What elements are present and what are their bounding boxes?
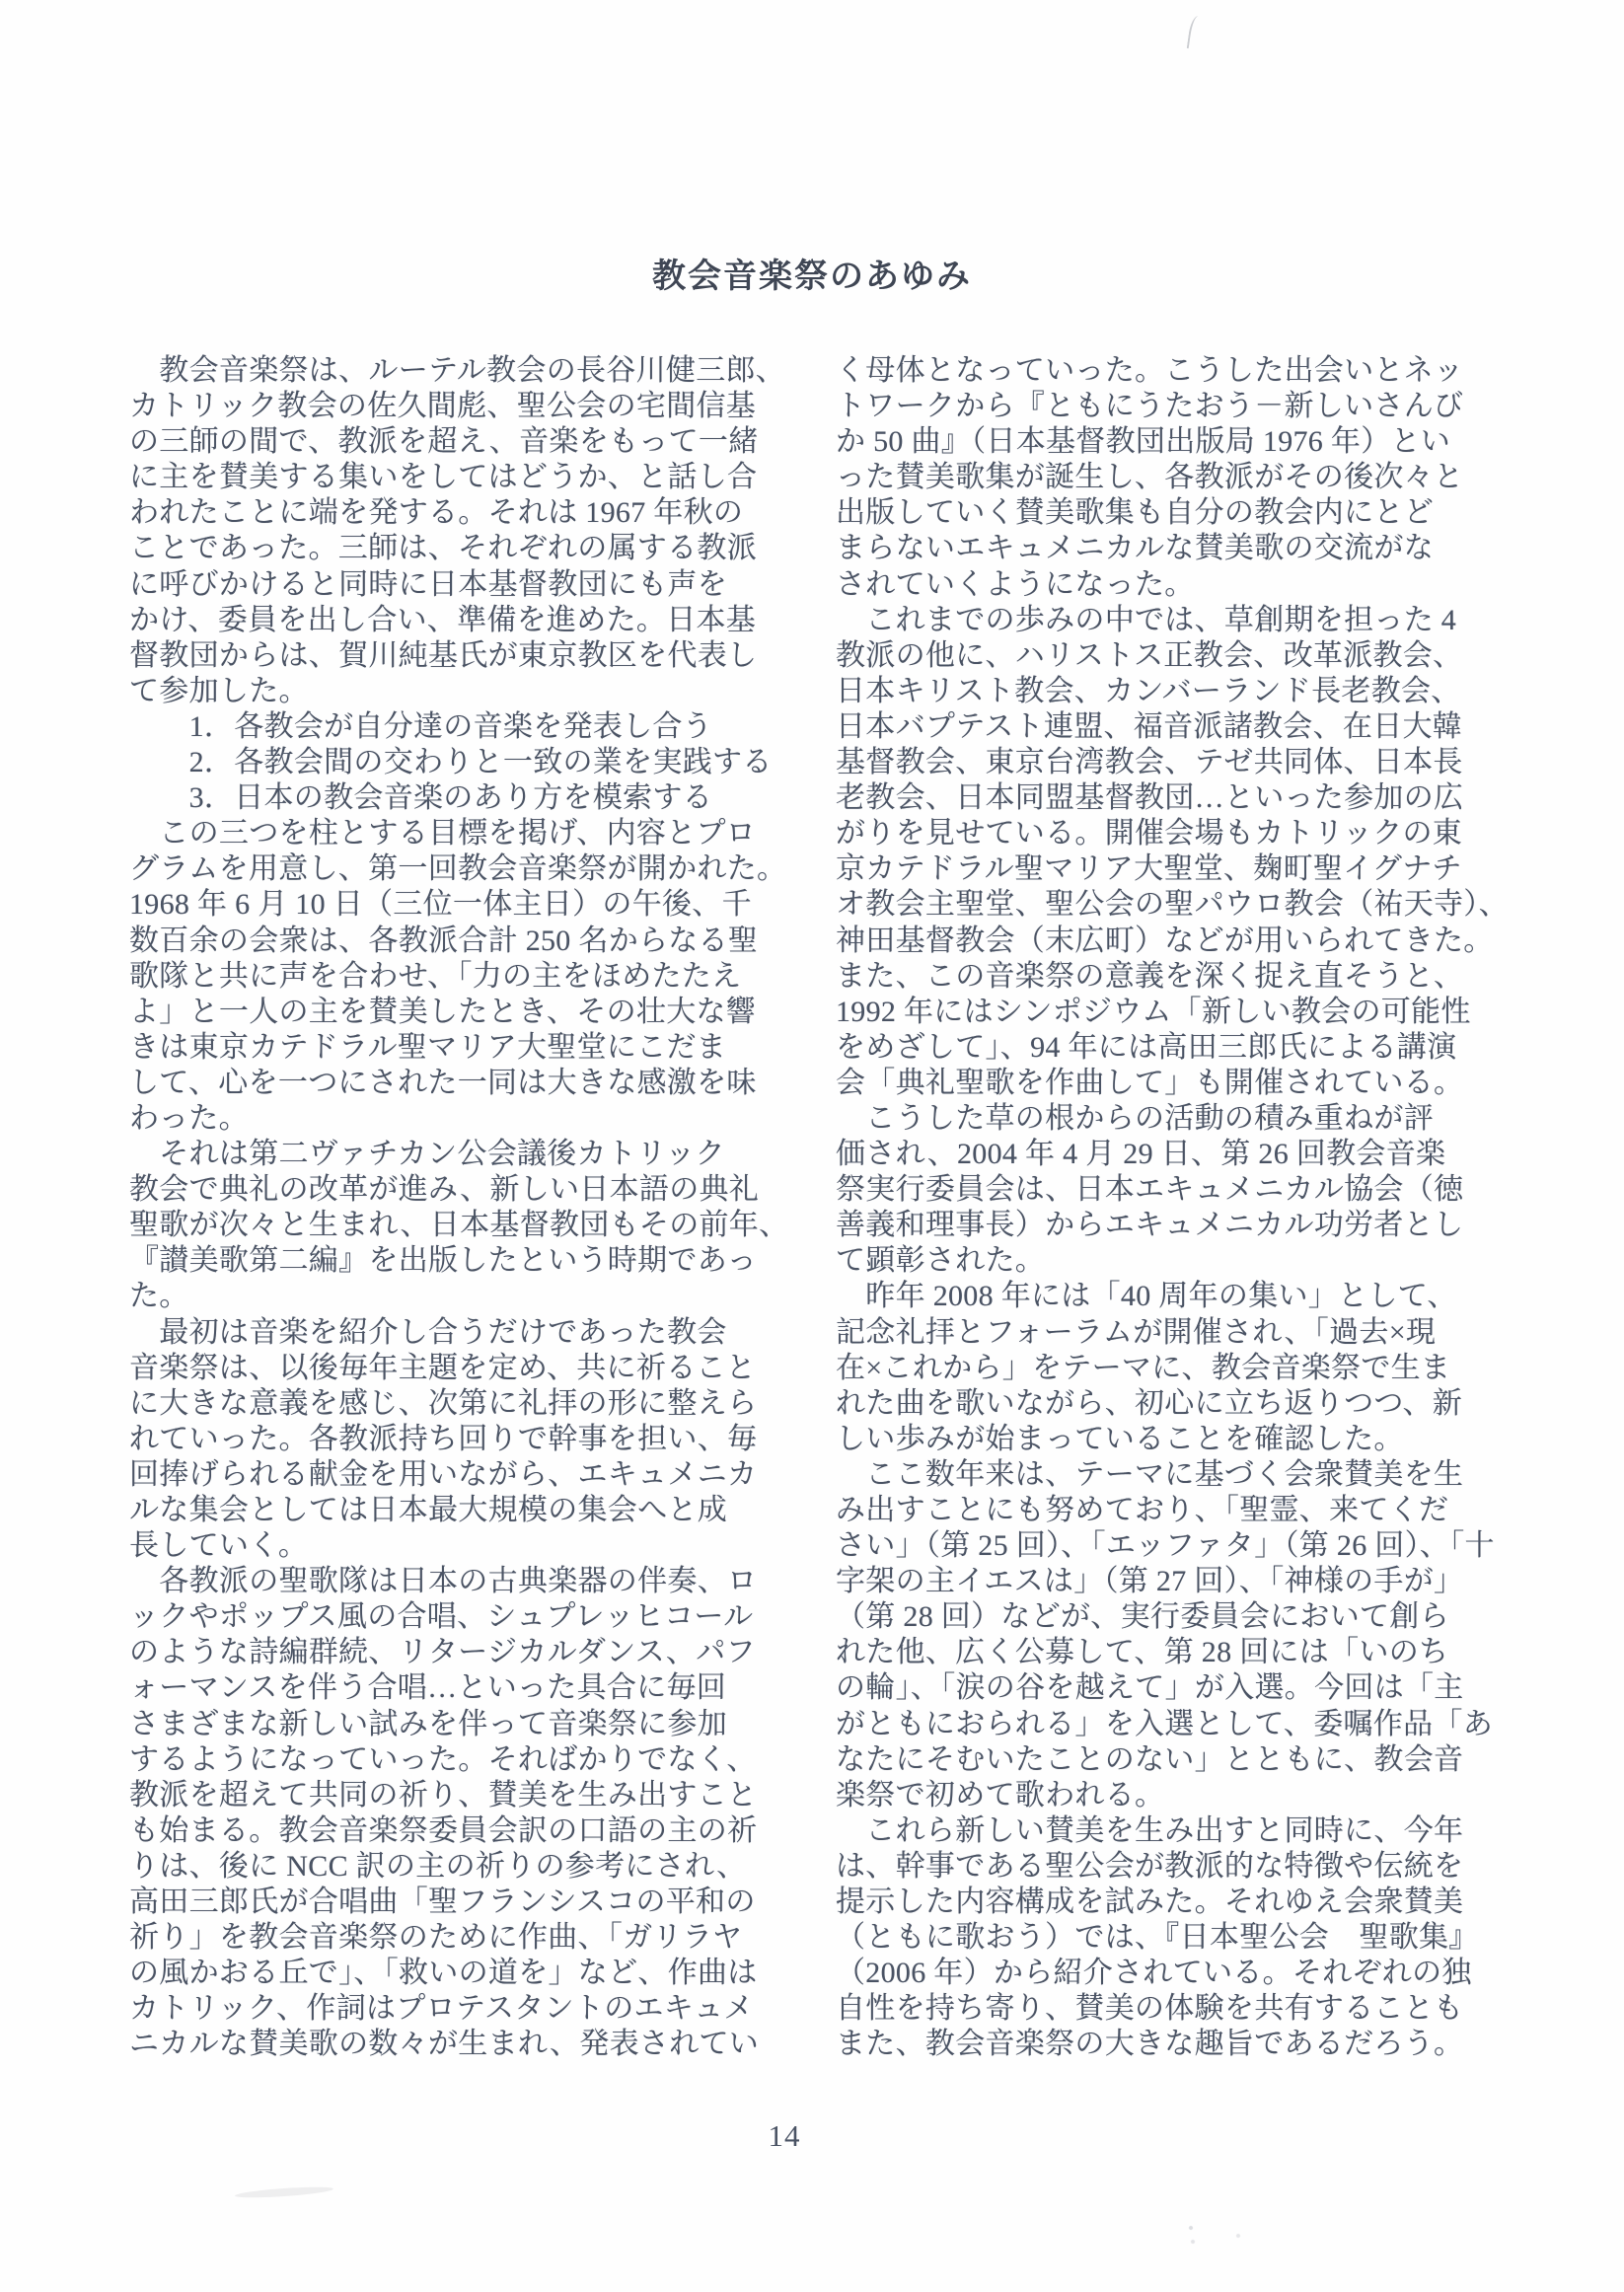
text-line: 3．日本の教会音楽のあり方を模索する [129,781,712,815]
text-line: 『讃美歌第二編』を出版したという時期であっ [129,1244,757,1278]
text-line: 教派を超えて共同の祈り、賛美を生み出すこと [129,1778,758,1811]
text-line: 出版していく賛美歌集も自分の教会内にとど [836,496,1434,530]
text-line: く母体となっていった。こうした出会いとネッ [836,354,1464,387]
text-line: わった。 [129,1101,249,1135]
text-line: がともにおられる」を入選として、委嘱作品「あ [836,1707,1493,1740]
text-line: 基督教会、東京台湾教会、テゼ共同体、日本長 [836,746,1463,779]
text-line: グラムを用意し、第一回教会音楽祭が開かれた。 [129,852,787,886]
text-line: 高田三郎氏が合唱曲「聖フランシスコの平和の [129,1885,756,1919]
text-line: れていった。各教派持ち回りで幹事を担い、毎 [129,1422,758,1455]
text-line: さい」（第 25 回）、「エッファタ」（第 26 回）、「十 [836,1529,1495,1563]
text-line: ニカルな賛美歌の数々が生まれ、発表されてい [129,2028,760,2061]
text-line: 老教会、日本同盟基督教団…といった参加の広 [836,781,1464,815]
right-column [836,353,1509,2063]
text-line: の輪」、「涙の谷を越えて」が入選。今回は「主 [836,1671,1464,1705]
text-line: こうした草の根からの活動の積み重ねが評 [836,1101,1434,1135]
text-line: 1992 年にはシンポジウム「新しい教会の可能性 [836,995,1471,1028]
page-number: 14 [768,2117,801,2153]
text-line: 字架の主イエスは」（第 27 回）、「神様の手が」 [836,1565,1464,1598]
text-line: ックやポップス風の合唱、シュプレッヒコール [129,1600,754,1634]
text-line: 提示した内容構成を試みた。それゆえ会衆賛美 [836,1885,1464,1919]
text-line: 教会で典礼の改革が進み、新しい日本語の典礼 [129,1173,760,1207]
text-line: まらないエキュメニカルな賛美歌の交流がな [836,532,1434,565]
text-line: 祈り」を教会音楽祭のために作曲、「ガリラヤ [129,1921,743,1955]
text-line: の三師の間で、教派を超え、音楽をもって一緒 [129,425,759,459]
text-line: れた曲を歌いながら、初心に立ち返りつつ、新 [836,1386,1463,1420]
text-line: 楽祭で初めて歌われる。 [836,1778,1165,1811]
text-line: 各教派の聖歌隊は日本の古典楽器の伴奏、ロ [129,1565,758,1598]
text-line: また、この音楽祭の意義を深く捉え直そうと、 [836,959,1464,993]
text-line: それは第二ヴァチカン公会議後カトリック [129,1138,725,1171]
text-line: 会「典礼聖歌を作曲して」も開催されている。 [836,1066,1464,1099]
text-line: （2006 年）から紹介されている。それぞれの独 [836,1957,1472,1990]
text-line: は、幹事である聖公会が教派的な特徴や伝統を [836,1849,1464,1883]
text-line: か 50 曲』（日本基督教団出版局 1976 年）とい [836,425,1451,459]
text-line: に大きな意義を感じ、次第に礼拝の形に整えら [129,1386,758,1420]
text-line: をめざして」、94 年には高田三郎氏による講演 [836,1030,1457,1064]
text-line: （ともに歌おう）では、『日本聖公会 聖歌集』 [836,1921,1479,1955]
text-line: きは東京カテドラル聖マリア大聖堂にこだま [129,1030,727,1064]
text-line: トワークから『ともにうたおう－新しいさんび [836,390,1464,423]
scan-artifact [235,2185,333,2200]
text-line: 聖歌が次々と生まれ、日本基督教団もその前年、 [129,1209,789,1242]
scan-artifact [1179,2222,1248,2248]
text-line: 神田基督教会（末広町）などが用いられてきた。 [836,924,1494,957]
text-line: われたことに端を発する。それは 1967 年秋の [129,496,744,530]
text-line: よ」と一人の主を賛美したとき、その壮大な響 [129,995,757,1028]
text-line: して、心を一つにされた一同は大きな感激を味 [129,1066,757,1099]
text-line: ことであった。三師は、それぞれの属する教派 [129,532,757,565]
text-line: 昨年 2008 年には「40 周年の集い」として、 [836,1280,1457,1313]
text-line: の風かおる丘で」、「救いの道を」など、作曲は [129,1957,758,1990]
text-line: ルな集会としては日本最大規模の集会へと成 [129,1494,727,1526]
left-column [129,353,788,2063]
text-line: れた他、広く公募して、第 28 回には「いのち [836,1636,1449,1669]
text-line: しい歩みが始まっていることを確認した。 [836,1422,1404,1455]
text-line: さまざまな新しい試みを伴って音楽祭に参加 [129,1707,727,1740]
text-line: カトリック、作詞はプロテスタントのエキュメ [129,1992,754,2026]
text-line: 記念礼拝とフォーラムが開催され、「過去×現 [836,1315,1437,1349]
text-line: 祭実行委員会は、日本エキュメニカル協会（徳 [836,1173,1464,1207]
text-line: に呼びかけると同時に日本基督教団にも声を [129,567,727,601]
page-title: 教会音楽祭のあゆみ [652,258,972,295]
text-line: りは、後に NCC 訳の主の祈りの参考にされ、 [129,1849,747,1883]
text-line: 価され、2004 年 4 月 29 日、第 26 回教会音楽 [836,1138,1446,1171]
text-line: オ教会主聖堂、聖公会の聖パウロ教会（祐天寺）、 [836,888,1509,922]
text-line: て顕彰された。 [836,1244,1046,1278]
text-line: 最初は音楽を紹介し合うだけであった教会 [129,1315,727,1349]
text-line: に主を賛美する集いをしてはどうか、と話し合 [129,461,758,494]
text-line: 教会音楽祭は、ルーテル教会の長谷川健三郎、 [129,354,786,387]
text-line: 長していく。 [129,1529,309,1563]
text-line: また、教会音楽祭の大きな趣旨であるだろう。 [836,2028,1464,2061]
text-line: 2．各教会間の交わりと一致の業を実践する [129,746,773,779]
text-line: がりを見せている。開催会場もカトリックの東 [836,817,1463,850]
text-line: のような詩編群続、リタージカルダンス、パフ [129,1636,756,1669]
text-line: するようになっていった。そればかりでなく、 [129,1742,757,1776]
text-line: 回捧げられる献金を用いながら、エキュメニカ [129,1457,758,1491]
text-line: 音楽祭は、以後毎年主題を定め、共に祈ること [129,1351,757,1384]
text-line: ここ数年来は、テーマに基づく会衆賛美を生 [836,1457,1464,1491]
text-line: この三つを柱とする目標を掲げ、内容とプロ [129,817,757,850]
text-line: 自性を持ち寄り、賛美の体験を共有することも [836,1992,1464,2026]
text-line: 1．各教会が自分達の音楽を発表し合う [129,709,712,743]
text-line: ォーマンスを伴う合唱…といった具合に毎回 [129,1671,727,1705]
text-line: った賛美歌集が誕生し、各教派がその後次々と [836,461,1464,494]
text-line: 督教団からは、賀川純基氏が東京教区を代表し [129,638,758,672]
text-line: み出すことにも努めており、「聖霊、来てくだ [836,1494,1449,1526]
text-line: （第 28 回）などが、実行委員会において創ら [836,1600,1449,1634]
text-line: これら新しい賛美を生み出すと同時に、今年 [836,1813,1464,1847]
text-line: 在×これから」をテーマに、教会音楽祭で生ま [836,1351,1451,1384]
text-line: て参加した。 [129,674,309,707]
text-line: た。 [129,1280,189,1313]
two-column-text-block [0,353,1624,2063]
text-line: 善義和理事長）からエキュメニカル功労者とし [836,1209,1464,1242]
text-line: 1968 年 6 月 10 日（三位一体主日）の午後、千 [129,888,752,922]
text-line: 日本バプテスト連盟、福音派諸教会、在日大韓 [836,709,1463,743]
text-line: も始まる。教会音楽祭委員会訳の口語の主の祈 [129,1813,758,1847]
text-line: 教派の他に、ハリストス正教会、改革派教会、 [836,638,1463,672]
text-line: 京カテドラル聖マリア大聖堂、麹町聖イグナチ [836,852,1462,886]
text-line: 歌隊と共に声を合わせ、「力の主をほめたたえ [129,959,742,993]
text-line: カトリック教会の佐久間彪、聖公会の宅間信基 [129,390,757,423]
text-line: これまでの歩みの中では、草創期を担った 4 [836,603,1457,636]
text-line: 日本キリスト教会、カンバーランド長老教会、 [836,674,1461,707]
text-line: 数百余の会衆は、各教派合計 250 名からなる聖 [129,924,759,957]
text-line: されていくようになった。 [836,567,1195,601]
text-line: なたにそむいたことのない」とともに、教会音 [836,1742,1464,1776]
text-line: かけ、委員を出し合い、準備を進めた。日本基 [129,603,757,636]
